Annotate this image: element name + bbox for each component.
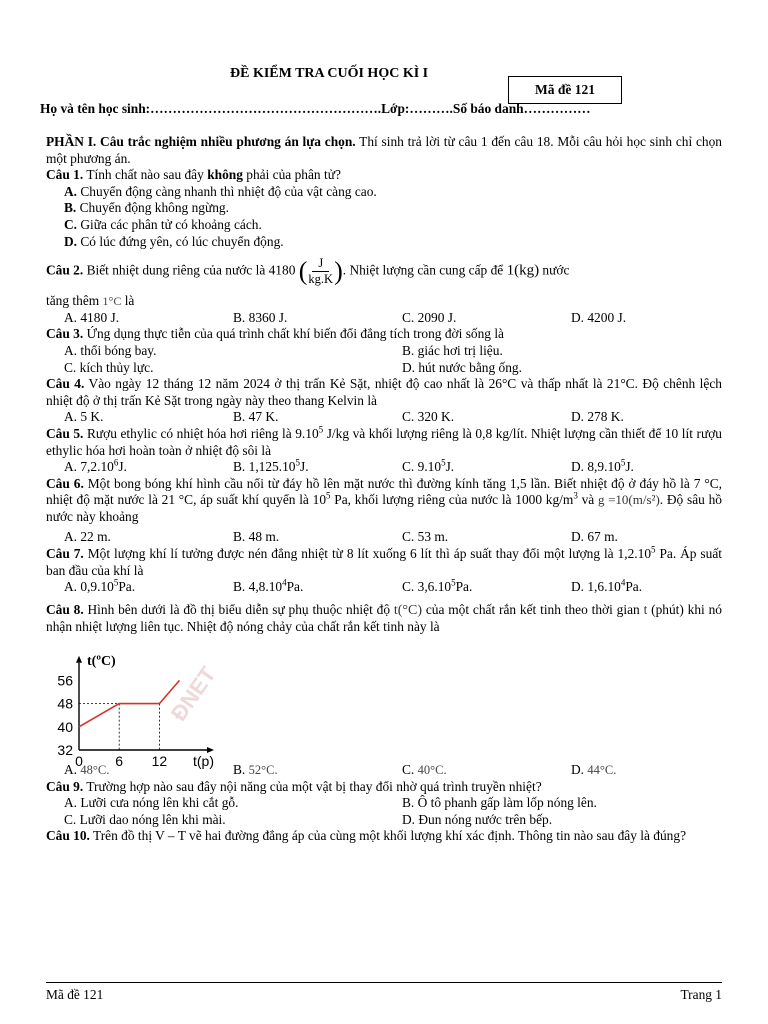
- y-tick-label: 56: [57, 672, 73, 689]
- superscript: 5: [441, 457, 446, 468]
- q4-options: [46, 409, 722, 426]
- option-d: D. 278 K.: [571, 409, 624, 425]
- option-value: 52°C.: [248, 763, 278, 778]
- option-b: B. giác hơi trị liệu.: [402, 342, 503, 358]
- option-c: [402, 579, 571, 596]
- q2-unit-fraction: [308, 256, 333, 287]
- option-unit: Pa.: [286, 579, 304, 595]
- superscript: 5: [326, 490, 331, 501]
- option-d: D. 4200 J.: [571, 309, 627, 325]
- option-key: D.: [571, 762, 585, 778]
- question-label: Câu 4.: [46, 376, 85, 392]
- option-b: [233, 762, 402, 779]
- option-base: C. 3,6.10: [402, 579, 452, 595]
- footer-exam-code: Mã đề 121: [46, 987, 104, 1002]
- option-c: C. kích thủy lực.: [64, 359, 154, 375]
- q6-options: [46, 529, 722, 546]
- option-unit: J.: [625, 459, 634, 475]
- option-base: B. 1,125.10: [233, 459, 296, 475]
- q1-option-b: [46, 200, 722, 217]
- temperature-time-chart: [46, 638, 236, 770]
- option-unit: J.: [118, 459, 127, 475]
- q2-options: [46, 310, 722, 327]
- option-c: C. 2090 J.: [402, 309, 457, 325]
- option-d: [571, 762, 711, 779]
- temperature-series-line: [79, 680, 180, 726]
- q7-text-2: Pa. Áp suất ban đầu của khí là: [46, 546, 722, 578]
- option-key: A.: [64, 183, 78, 199]
- q9-options-row1: [46, 795, 722, 812]
- option-a: A. 5 K.: [64, 409, 104, 425]
- option-base: A. 0,9.10: [64, 579, 114, 595]
- q8-temp-symbol: t(°C): [393, 602, 422, 618]
- y-axis-arrow: [76, 656, 82, 663]
- question-label: Câu 9.: [46, 778, 84, 794]
- q1-text-post: phải của phân tử?: [242, 167, 341, 183]
- y-tick-label: 32: [57, 742, 73, 759]
- option-key: C.: [64, 216, 78, 232]
- option-c: C. 53 m.: [402, 529, 449, 545]
- option-d: D. Đun nóng nước trên bếp.: [402, 811, 553, 827]
- question-6: [46, 476, 722, 526]
- question-label: Câu 2.: [46, 262, 84, 278]
- q2-text-post: nước: [539, 262, 570, 278]
- superscript: 3: [573, 490, 578, 501]
- q8-text-1: Hình bên dưới là đồ thị biểu diễn sự phụ thuộc nhiệt độ: [83, 601, 394, 617]
- option-unit: Pa.: [625, 579, 643, 595]
- option-base: C. 9.10: [402, 459, 442, 475]
- option-d: [571, 579, 711, 596]
- paren-open: (: [298, 256, 308, 286]
- option-key: D.: [64, 233, 78, 249]
- q2-line2-post: là: [121, 293, 135, 309]
- question-text: Trên đồ thị V – T vẽ hai đường đẳng áp của cùng một khối lượng khí xác định. Thông tin nào sau đây là đúng?: [89, 828, 687, 844]
- question-label: Câu 7.: [46, 546, 84, 562]
- paren-close: ): [334, 256, 343, 286]
- q7-options: [46, 579, 722, 596]
- superscript: 5: [318, 424, 324, 435]
- superscript: 5: [113, 577, 119, 588]
- superscript: 5: [295, 457, 300, 468]
- option-d: D. 67 m.: [571, 529, 618, 545]
- question-text: Ứng dụng thực tiễn của quá trình chất khí biến đổi đẳng tích trong đời sống là: [83, 326, 505, 342]
- question-label: Câu 1.: [46, 167, 84, 183]
- question-9: [46, 779, 722, 796]
- option-base: D. 1,6.10: [571, 579, 621, 595]
- question-2: [46, 256, 722, 287]
- student-info-line: Họ và tên học sinh:…………………………………………….Lớp:……….Số báo danh……………: [40, 101, 591, 116]
- q2-mass: 1(kg): [506, 262, 540, 279]
- watermark: ĐNET: [165, 662, 221, 726]
- question-3: [46, 326, 722, 343]
- option-d: D. hút nước bằng ống.: [402, 359, 522, 375]
- question-8: [46, 602, 722, 636]
- question-text: Trường hợp nào sau đây nội năng của một vật bị thay đổi nhờ quá trình truyền nhiệt?: [83, 778, 542, 794]
- q1-option-a: [46, 184, 722, 201]
- option-a: A. 4180 J.: [64, 309, 120, 325]
- option-key: B.: [233, 762, 246, 778]
- q5-text-2: J/kg và khối lượng riêng là 0,8 kg/lít. Nhiệt lượng cần thiết để 10 lít rượu ethylic hóa hơi hoàn toàn ở nhiệt độ sôi là: [46, 425, 722, 458]
- q1-option-c: [46, 217, 722, 234]
- q1-text-pre: Tính chất nào sau đây: [83, 167, 208, 183]
- part1-intro: [46, 134, 722, 167]
- q2-line2: [46, 293, 722, 310]
- q6-gravity: g =10(m/s²): [597, 492, 660, 508]
- option-b: [233, 459, 402, 476]
- question-label: Câu 6.: [46, 475, 84, 491]
- question-label: Câu 10.: [46, 828, 90, 844]
- option-unit: Pa.: [455, 579, 473, 595]
- option-a: A. thổi bóng bay.: [64, 342, 157, 358]
- part1-text: Thí sinh trả lời từ câu 1 đến câu 18. Mỗi câu hỏi học sinh chỉ chọn một phương án.: [46, 134, 722, 166]
- q3-options-row2: [46, 360, 722, 377]
- option-text: Có lúc đứng yên, có lúc chuyển động.: [77, 233, 284, 249]
- option-text: Giữa các phân tử có khoảng cách.: [77, 216, 262, 232]
- question-label: Câu 3.: [46, 326, 84, 342]
- question-text: Vào ngày 12 tháng 12 năm 2024 ở thị trấn Kẻ Sặt, nhiệt độ cao nhất là 26°C và thấp nhất là 21°C. Độ chênh lệch nhiệt độ ở thị trấn Kẻ Sặt trong ngày này theo thang Kelvin là: [46, 376, 722, 408]
- q5-options: [46, 459, 722, 476]
- x-tick-label: 12: [151, 753, 168, 770]
- exam-content: [46, 134, 722, 845]
- q6-text-1: Một bong bóng khí hình cầu nổi từ đáy hồ lên mặt nước thì đường kính tăng 1,5 lần. Biết nhiệt độ ở đáy hồ là 7 °C, nhiệt độ mặt nước là 21 °C, áp suất khí quyển là 10: [46, 475, 722, 508]
- question-label: Câu 5.: [46, 425, 84, 441]
- question-1: [46, 167, 722, 184]
- question-10: [46, 828, 722, 845]
- q3-options-row1: [46, 343, 722, 360]
- x-axis-label: t(p): [193, 753, 214, 770]
- y-tick-label: 48: [57, 695, 73, 712]
- y-axis-label: t(ºC): [87, 653, 116, 669]
- question-5: [46, 426, 722, 459]
- q8-text-3: (phút) khi nó nhận nhiệt lượng liên tục. Nhiệt độ nóng chảy của chất rắn kết tinh này là: [46, 601, 722, 635]
- option-value: 44°C.: [587, 763, 617, 778]
- q2-degree: 1°C: [102, 294, 122, 309]
- part1-heading: PHẦN I. Câu trắc nghiệm nhiều phương án lựa chọn.: [46, 134, 356, 149]
- q6-text-4: . Độ sâu hồ nước này khoảng: [46, 492, 722, 524]
- option-text: Chuyển động càng nhanh thì nhiệt độ của vật càng cao.: [77, 183, 377, 199]
- q5-text-1: Rượu ethylic có nhiệt hóa hơi riêng là 9.10: [83, 425, 319, 441]
- option-base: A. 7,2.10: [64, 459, 114, 475]
- q8-text-2: của một chất rắn kết tinh theo thời gian: [422, 601, 644, 617]
- q8-options: [46, 762, 722, 779]
- option-d: [571, 459, 711, 476]
- fraction-numerator: J: [312, 256, 329, 272]
- x-tick-label: 6: [115, 753, 124, 770]
- option-value: 40°C.: [417, 763, 447, 778]
- option-b: B. Ô tô phanh gấp làm lốp nóng lên.: [402, 795, 597, 811]
- q8-graph: [46, 638, 722, 770]
- option-base: B. 4,8.10: [233, 579, 283, 595]
- x-tick-label: 0: [75, 753, 83, 770]
- q2-value: 4180: [268, 262, 296, 278]
- option-a: [64, 459, 233, 476]
- superscript: 4: [282, 577, 287, 588]
- question-label: Câu 8.: [46, 601, 84, 617]
- option-b: [233, 579, 402, 596]
- option-c: C. 320 K.: [402, 409, 455, 425]
- q2-text-mid: . Nhiệt lượng cần cung cấp để: [342, 262, 507, 278]
- superscript: 5: [620, 457, 626, 468]
- option-value: 48°C.: [80, 763, 110, 778]
- option-unit: J.: [300, 459, 309, 475]
- option-a: A. Lưỡi cưa nóng lên khi cắt gỗ.: [64, 795, 239, 811]
- superscript: 5: [651, 544, 656, 555]
- q1-text-bold: không: [207, 167, 243, 183]
- exam-code-box: Mã đề 121: [508, 76, 622, 104]
- option-c: [402, 459, 571, 476]
- page-footer: [46, 982, 722, 1003]
- footer-page-number: Trang 1: [680, 987, 722, 1002]
- question-7: [46, 546, 722, 579]
- option-key: B.: [64, 200, 77, 216]
- option-key: A.: [64, 762, 78, 778]
- q2-text-pre: Biết nhiệt dung riêng của nước là: [83, 262, 269, 278]
- question-4: [46, 376, 722, 409]
- superscript: 4: [620, 577, 626, 588]
- option-c: C. Lưỡi dao nóng lên khi mài.: [64, 811, 226, 827]
- option-a: [64, 579, 233, 596]
- q6-text-2: Pa, khối lượng riêng của nước là 1000 kg/m: [330, 492, 574, 508]
- superscript: 5: [451, 577, 456, 588]
- option-base: D. 8,9.10: [571, 459, 621, 475]
- option-unit: Pa.: [118, 579, 136, 595]
- q1-option-d: [46, 234, 722, 251]
- option-b: B. 47 K.: [233, 409, 279, 425]
- superscript: 6: [113, 457, 119, 468]
- q7-text-1: Một lượng khí lí tưởng được nén đẳng nhiệt từ 8 lít xuống 6 lít thì áp suất thay đổi một lượng là 1,2.10: [83, 546, 652, 562]
- fraction-denominator: kg.K: [308, 272, 334, 287]
- y-tick-label: 40: [57, 718, 73, 735]
- q9-options-row2: [46, 812, 722, 829]
- option-c: [402, 762, 571, 779]
- option-a: A. 22 m.: [64, 529, 111, 545]
- option-key: C.: [402, 762, 415, 778]
- option-b: B. 48 m.: [233, 529, 280, 545]
- q6-text-3: và: [577, 492, 598, 508]
- q8-time-symbol: t: [643, 601, 648, 617]
- option-unit: J.: [445, 459, 455, 475]
- exam-title: ĐỀ KIỂM TRA CUỐI HỌC KÌ I: [230, 66, 429, 81]
- q2-line2-pre: tăng thêm: [46, 293, 103, 309]
- option-text: Chuyển động không ngừng.: [76, 200, 229, 216]
- option-b: B. 8360 J.: [233, 309, 288, 325]
